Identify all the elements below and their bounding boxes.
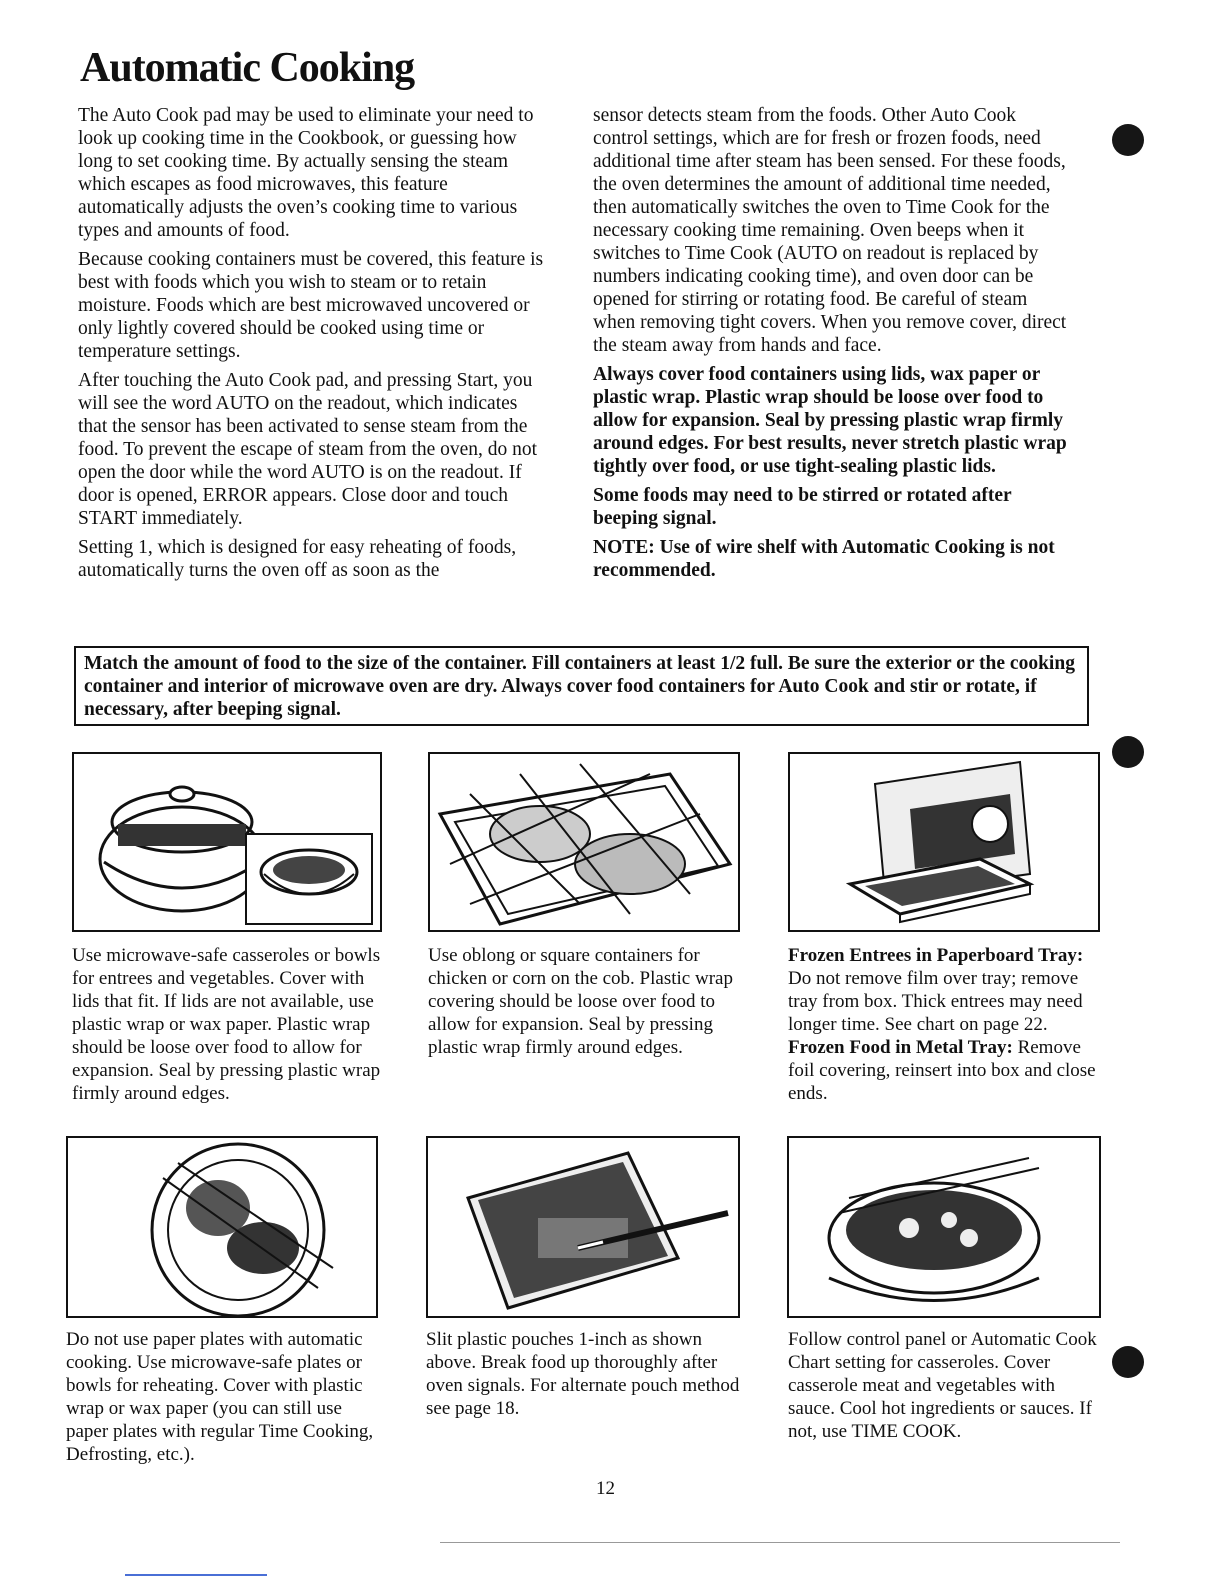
plate-illustration [66, 1136, 378, 1318]
right-column [593, 104, 1073, 588]
frozen-paperboard-heading: Frozen Entrees in Paperboard Tray: [788, 945, 1084, 966]
setting-1-paragraph: Setting 1, which is designed for easy reheating of foods, automatically turns the oven off as soon as the [78, 537, 517, 581]
casserole-dish-illustration [787, 1136, 1101, 1318]
casserole-caption: Use microwave-safe casseroles or bowls for entrees and vegetables. Cover with lids that fit. If lids are not available, use plastic wrap or wax paper. Plastic wrap should be loose over food to allow for expansion. Seal by pressing plastic wrap firmly around edges. [72, 945, 381, 1104]
chicken-dish-icon [430, 754, 738, 930]
covered-casserole-icon [789, 1138, 1099, 1316]
sensor-paragraph: sensor detects steam from the foods. Other Auto Cook control settings, which are for fresh or frozen foods, need additional time after steam has been sensed. For these foods, the oven determines the amount of additional time needed, then automatically switches the oven to Time Cook for the necessary cooking time remaining. Oven beeps when it switches to Time Cook (AUTO on readout is replaced by numbers indicating cooking time), and oven door can be opened for stirring or rotating food. Be careful of steam when removing tight covers. When you remove cover, direct the steam away from hands and face. [593, 105, 1067, 356]
casseroles-chart-caption: Follow control panel or Automatic Cook Chart setting for casseroles. Cover casserole meat and vegetables with sauce. Cool hot ingredients or sauces. If not, use TIME COOK. [788, 1329, 1097, 1442]
pouch-caption: Slit plastic pouches 1-inch as shown above. Break food up thoroughly after oven signals. For alternate pouch method see page 18. [426, 1329, 740, 1419]
covered-containers-paragraph: Because cooking containers must be covered, this feature is best with foods which you wish to steam or to retain moisture. Foods which are best microwaved uncovered or only lightly covered should be cooked using time or temperature settings. [78, 249, 544, 362]
pouch-illustration [426, 1136, 740, 1318]
frozen-paperboard-text: Do not remove film over tray; remove tray from box. Thick entrees may need longer time. See chart on page 22. [788, 968, 1083, 1035]
frozen-metal-text: Remove foil covering, reinsert into box and close ends. [788, 1037, 1096, 1104]
casserole-dish-icon [74, 754, 380, 930]
frozen-entree-illustration [788, 752, 1100, 932]
page-number: 12 [596, 1478, 615, 1499]
pouch-icon [428, 1138, 738, 1316]
binder-hole-icon [1112, 1346, 1144, 1378]
cover-containers-warning: Always cover food containers using lids, wax paper or plastic wrap. Plastic wrap should be loose over food to allow for expansion. Seal by pressing plastic wrap firmly around edges. For best results, never stretch plastic wrap tightly over food, or use tight-sealing plastic lids. [593, 364, 1067, 477]
frozen-tray-icon [790, 754, 1098, 930]
left-column [78, 104, 548, 588]
intro-paragraph: The Auto Cook pad may be used to eliminate your need to look up cooking time in the Cookbook, or guessing how long to set cooking time. By actually sensing the steam which escapes as food microwaves, this feature automatically adjusts the oven’s cooking time to various types and amounts of food. [78, 105, 534, 241]
frozen-metal-heading: Frozen Food in Metal Tray: [788, 1037, 1013, 1058]
casserole-illustration [72, 752, 382, 932]
stir-rotate-note: Some foods may need to be stirred or rotated after beeping signal. [593, 485, 1012, 529]
auto-readout-paragraph: After touching the Auto Cook pad, and pressing Start, you will see the word AUTO on the readout, which indicates that the sensor has been activated to sense steam from the food. To prevent the escape of steam from the oven, do not open the door while the word AUTO is on the readout. If door is opened, ERROR appears. Close door and touch START immediately. [78, 370, 538, 529]
binder-hole-icon [1112, 736, 1144, 768]
underline-mark [125, 1574, 267, 1576]
chicken-container-illustration [428, 752, 740, 932]
paper-plates-caption: Do not use paper plates with automatic cooking. Use microwave-safe plates or bowls for reheating. Cover with plastic wrap or wax paper (you can still use paper plates with regular Time Cooking, Defrosting, etc.). [66, 1329, 374, 1465]
wire-shelf-note: NOTE: Use of wire shelf with Automatic Cooking is not recommended. [593, 537, 1055, 581]
page-title: Automatic Cooking [80, 45, 415, 91]
bottom-rule [440, 1542, 1120, 1543]
plate-icon [68, 1138, 376, 1316]
notice-box: Match the amount of food to the size of the container. Fill containers at least 1/2 full. Be sure the exterior or the cooking container and interior of microwave oven are dry. Always cover food containers for Auto Cook and stir or rotate, if necessary, after beeping signal. [74, 646, 1089, 726]
binder-hole-icon [1112, 124, 1144, 156]
oblong-container-caption: Use oblong or square containers for chicken or corn on the cob. Plastic wrap covering should be loose over food to allow for expansion. Seal by pressing plastic wrap firmly around edges. [428, 945, 733, 1058]
frozen-entree-caption [788, 944, 1098, 1105]
